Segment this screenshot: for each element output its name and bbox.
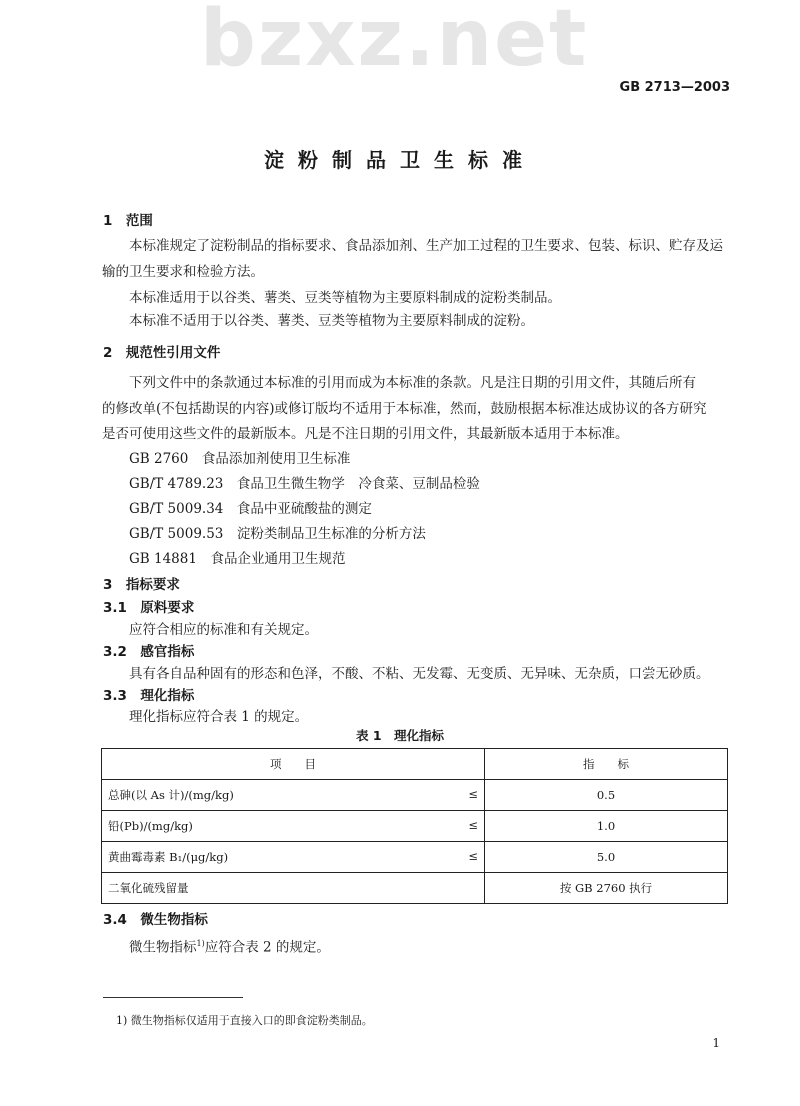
table-header-row	[102, 749, 728, 780]
footnote-ref: 1)	[196, 939, 205, 948]
table-caption: 表 1 理化指标	[355, 728, 445, 743]
header-value: 指 标	[485, 749, 728, 780]
paragraph-line: 下列文件中的条款通过本标准的引用而成为本标准的条款。凡是注日期的引用文件，其随后所有	[129, 375, 696, 391]
item: 二氧化硫残留量	[108, 881, 189, 895]
footnote-divider	[103, 997, 243, 998]
value: 1.0	[485, 811, 728, 842]
reference-item: GB 2760 食品添加剂使用卫生标准	[129, 451, 351, 467]
value: 按 GB 2760 执行	[485, 873, 728, 904]
page-number: 1	[712, 1036, 720, 1050]
paragraph-line	[129, 934, 330, 954]
paragraph-line: 本标准适用于以谷类、薯类、豆类等植物为主要原料制成的淀粉类制品。	[129, 290, 561, 306]
paragraph-line: 的修改单(不包括勘误的内容)或修订版均不适用于本标准，然而，鼓励根据本标准达成协议的各方研究	[102, 401, 707, 417]
paragraph-line: 应符合相应的标准和有关规定。	[129, 622, 318, 638]
value: 0.5	[485, 780, 728, 811]
section-1-heading: 1 范围	[103, 213, 153, 229]
section-3-3-heading: 3.3 理化指标	[103, 688, 195, 704]
relation: ≤	[468, 787, 478, 801]
paragraph-line: 本标准规定了淀粉制品的指标要求、食品添加剂、生产加工过程的卫生要求、包装、标识、贮存及运	[129, 238, 723, 254]
table-1	[101, 748, 728, 904]
footnote: 1) 微生物指标仅适用于直接入口的即食淀粉类制品。	[116, 1014, 373, 1027]
table-row	[102, 873, 728, 904]
section-3-heading: 3 指标要求	[103, 577, 180, 593]
section-3-1-heading: 3.1 原料要求	[103, 600, 195, 616]
section-2-heading: 2 规范性引用文件	[103, 345, 221, 361]
item: 总砷(以 As 计)/(mg/kg)	[108, 788, 234, 802]
watermark: bzxz.net	[200, 0, 589, 84]
text: 微生物指标	[129, 939, 197, 956]
paragraph-line: 理化指标应符合表 1 的规定。	[129, 709, 309, 725]
value: 5.0	[485, 842, 728, 873]
relation: ≤	[468, 849, 478, 863]
paragraph-line: 本标准不适用于以谷类、薯类、豆类等植物为主要原料制成的淀粉。	[129, 313, 534, 329]
paragraph-line: 输的卫生要求和检验方法。	[102, 264, 264, 280]
table-row	[102, 780, 728, 811]
document-title: 淀粉制品卫生标准	[264, 148, 536, 172]
reference-item: GB/T 4789.23 食品卫生微生物学 冷食菜、豆制品检验	[129, 476, 480, 492]
table-row	[102, 811, 728, 842]
text: 应符合表 2 的规定。	[204, 939, 330, 956]
paragraph-line: 具有各自品种固有的形态和色泽，不酸、不粘、无发霉、无变质、无异味、无杂质，口尝无砂质。	[129, 666, 710, 682]
reference-item: GB/T 5009.34 食品中亚硫酸盐的测定	[129, 501, 372, 517]
section-3-4-heading: 3.4 微生物指标	[103, 912, 208, 928]
table-row	[102, 842, 728, 873]
item: 铅(Pb)/(mg/kg)	[108, 819, 193, 833]
reference-item: GB 14881 食品企业通用卫生规范	[129, 551, 346, 567]
item: 黄曲霉毒素 B₁/(μg/kg)	[108, 850, 229, 864]
reference-item: GB/T 5009.53 淀粉类制品卫生标准的分析方法	[129, 526, 426, 542]
relation: ≤	[468, 818, 478, 832]
paragraph-line: 是否可使用这些文件的最新版本。凡是不注日期的引用文件，其最新版本适用于本标准。	[102, 426, 629, 442]
header-item: 项 目	[102, 749, 485, 780]
standard-number: GB 2713—2003	[619, 80, 730, 95]
section-3-2-heading: 3.2 感官指标	[103, 644, 195, 660]
